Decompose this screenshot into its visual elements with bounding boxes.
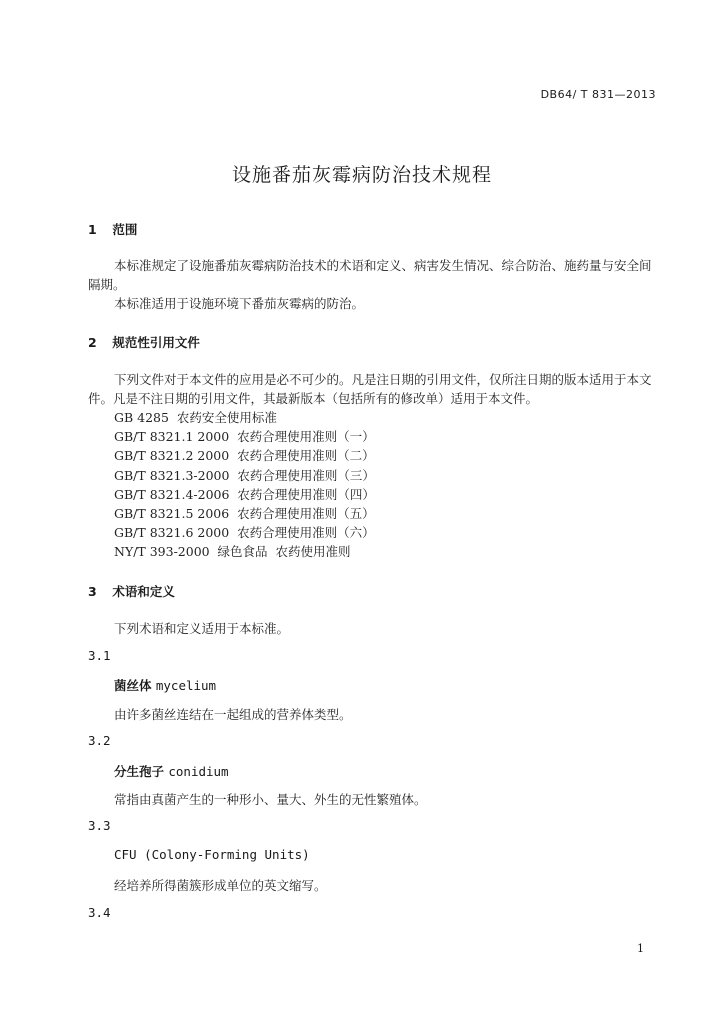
term-zh: 分生孢子	[114, 764, 165, 779]
section-number: 2	[88, 335, 97, 350]
section-title: 术语和定义	[112, 584, 175, 599]
reference-item: GB/T 8321.2 2000 农药合理使用准则（二）	[114, 448, 375, 464]
term-name	[114, 762, 229, 780]
term-zh: 菌丝体	[114, 678, 152, 693]
term-en: conidium	[168, 764, 229, 779]
term-definition: 由许多菌丝连结在一起组成的营养体类型。	[114, 707, 352, 722]
section-number: 3	[88, 584, 97, 599]
reference-item: GB/T 8321.5 2006 农药合理使用准则（五）	[114, 506, 375, 522]
section-2-body	[88, 370, 658, 408]
section-3-heading	[88, 582, 175, 600]
page-number: 1	[637, 942, 644, 955]
paragraph-line: 本标准规定了设施番茄灰霉病防治技术的术语和定义、病害发生情况、综合防治、施药量与安全间	[114, 258, 652, 273]
document-title: 设施番茄灰霉病防治技术规程	[231, 164, 492, 186]
paragraph-line: 本标准适用于设施环境下番茄灰霉病的防治。	[114, 296, 365, 311]
term-definition: 常指由真菌产生的一种形小、量大、外生的无性繁殖体。	[114, 792, 427, 807]
term-definition: 经培养所得菌簇形成单位的英文缩写。	[114, 878, 327, 893]
term-en: mycelium	[155, 678, 217, 693]
term-number: 3.4	[88, 905, 111, 920]
reference-item: GB/T 8321.6 2000 农药合理使用准则（六）	[114, 525, 375, 541]
section-1-heading	[88, 220, 137, 238]
term-number: 3.3	[88, 818, 111, 833]
reference-list	[114, 408, 375, 562]
reference-item: GB/T 8321.3-2000 农药合理使用准则（三）	[114, 467, 375, 483]
section-2-heading	[88, 333, 200, 351]
term-number: 3.2	[88, 733, 111, 748]
term-name	[114, 676, 216, 694]
reference-item: GB/T 8321.1 2000 农药合理使用准则（一）	[114, 429, 375, 445]
section-number: 1	[88, 222, 97, 237]
section-title: 规范性引用文件	[112, 335, 200, 350]
paragraph-line: 下列文件对于本文件的应用是必不可少的。凡是注日期的引用文件，仅所注日期的版本适用于本文	[114, 372, 652, 387]
term-en: CFU (Colony-Forming Units)	[114, 847, 310, 862]
document-code: DB64/ T 831—2013	[540, 88, 656, 101]
paragraph-line: 隔期。	[88, 277, 126, 292]
section-3-intro: 下列术语和定义适用于本标准。	[114, 621, 290, 636]
paragraph-line: 件。凡是不注日期的引用文件，其最新版本（包括所有的修改单）适用于本文件。	[88, 391, 539, 406]
section-1-body	[88, 256, 658, 313]
section-title: 范围	[112, 222, 138, 237]
term-name	[114, 847, 310, 862]
reference-item: GB/T 8321.4-2006 农药合理使用准则（四）	[114, 486, 375, 502]
reference-item: GB 4285 农药安全使用标准	[114, 410, 277, 425]
term-number: 3.1	[88, 648, 111, 663]
reference-item: NY/T 393-2000 绿色食品 农药使用准则	[114, 544, 351, 560]
